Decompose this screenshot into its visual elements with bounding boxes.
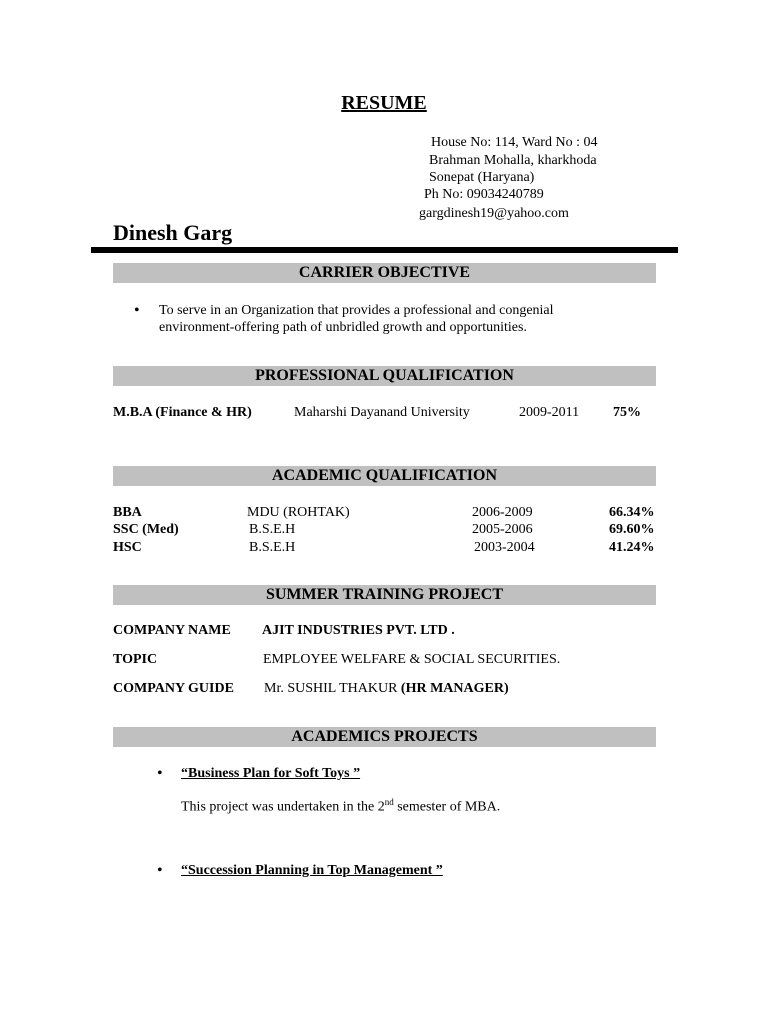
academic-years: 2003-2004 (474, 540, 535, 555)
academic-board: B.S.E.H (249, 522, 296, 537)
objective-line-2: environment-offering path of unbridled growth and opportunities. (159, 320, 527, 335)
professional-percent: 75% (613, 405, 641, 420)
academic-degree: BBA (113, 505, 142, 520)
address-line-2: Brahman Mohalla, kharkhoda (429, 153, 597, 168)
bullet-icon: • (134, 302, 140, 319)
guide-name: Mr. SUSHIL THAKUR (264, 681, 398, 696)
candidate-name: Dinesh Garg (113, 220, 233, 245)
academic-degree: SSC (Med) (113, 522, 179, 537)
company-name-value: AJIT INDUSTRIES PVT. LTD . (262, 623, 455, 638)
academic-percent: 69.60% (609, 522, 655, 537)
academic-degree: HSC (113, 540, 142, 555)
academic-percent: 66.34% (609, 505, 655, 520)
project-2-title: “Succession Planning in Top Management ” (181, 863, 443, 878)
professional-degree: M.B.A (Finance & HR) (113, 405, 252, 420)
professional-university: Maharshi Dayanand University (294, 405, 470, 420)
section-header-academic-projects: ACADEMICS PROJECTS (113, 727, 656, 747)
phone-number: Ph No: 09034240789 (424, 187, 544, 202)
topic-label: TOPIC (113, 652, 158, 667)
header-divider (91, 247, 678, 253)
company-guide-label: COMPANY GUIDE (113, 681, 234, 696)
company-name-label: COMPANY NAME (113, 623, 231, 638)
academic-years: 2005-2006 (472, 522, 533, 537)
section-header-academic-qualification: ACADEMIC QUALIFICATION (113, 466, 656, 486)
email-address: gargdinesh19@yahoo.com (419, 206, 569, 221)
topic-value: EMPLOYEE WELFARE & SOCIAL SECURITIES. (263, 652, 561, 667)
academic-board: MDU (ROHTAK) (247, 505, 350, 520)
company-guide-value (264, 681, 509, 697)
project-1-desc-end: semester of MBA. (393, 799, 501, 815)
section-header-carrier-objective: CARRIER OBJECTIVE (113, 263, 656, 283)
guide-role: (HR MANAGER) (400, 681, 509, 696)
project-1-description (181, 797, 500, 816)
resume-title: RESUME (341, 92, 427, 114)
academic-years: 2006-2009 (472, 505, 533, 520)
bullet-icon: • (157, 862, 163, 879)
project-1-title: “Business Plan for Soft Toys ” (181, 766, 361, 781)
professional-years: 2009-2011 (519, 405, 580, 420)
address-line-1: House No: 114, Ward No : 04 (431, 135, 598, 150)
project-1-desc-start: This project was undertaken in the 2 (181, 799, 385, 815)
address-line-3: Sonepat (Haryana) (429, 170, 535, 185)
project-1-desc-superscript: nd (384, 797, 394, 807)
objective-line-1: To serve in an Organization that provides a professional and congenial (159, 303, 554, 318)
academic-percent: 41.24% (609, 540, 655, 555)
section-header-professional-qualification: PROFESSIONAL QUALIFICATION (113, 366, 656, 386)
academic-board: B.S.E.H (249, 540, 296, 555)
section-header-summer-training: SUMMER TRAINING PROJECT (113, 585, 656, 605)
bullet-icon: • (157, 765, 163, 782)
